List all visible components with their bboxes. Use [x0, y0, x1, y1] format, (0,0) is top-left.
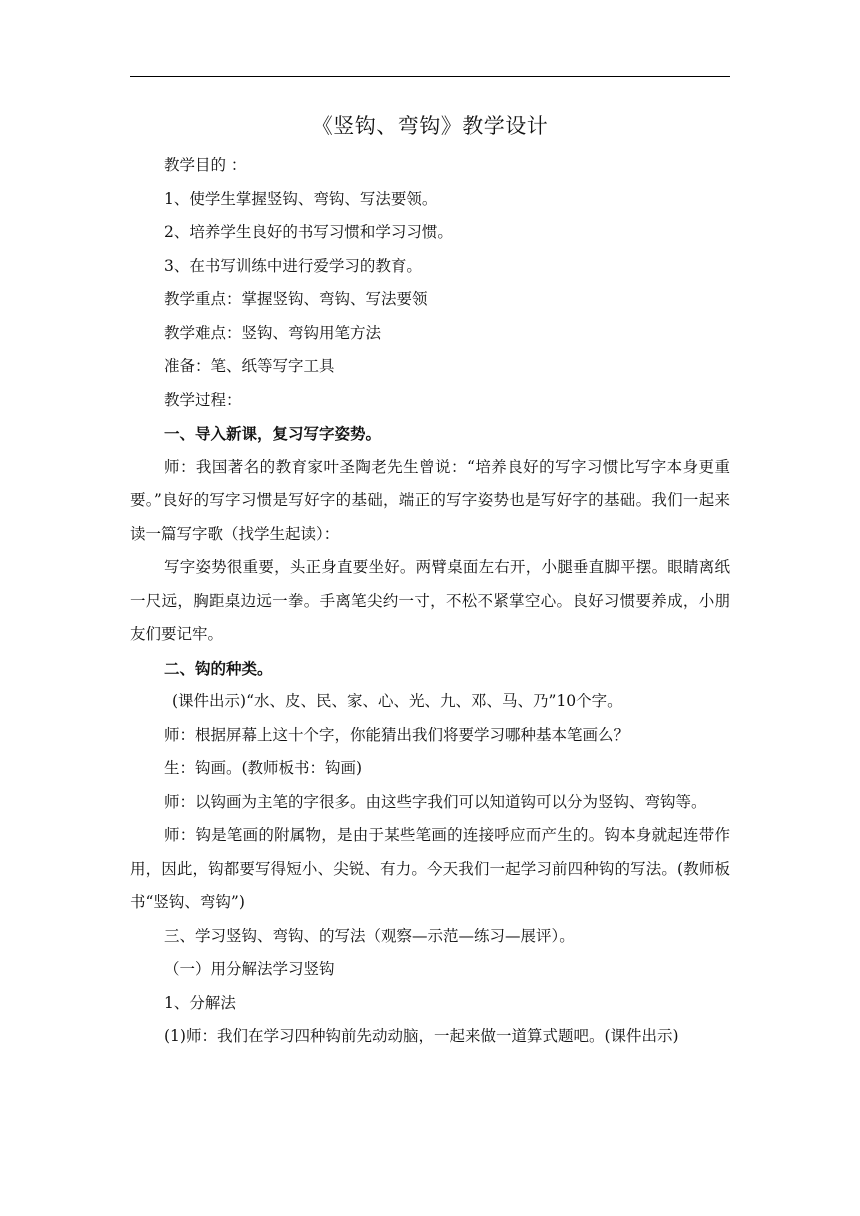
paragraph: 师：钩是笔画的附属物，是由于某些笔画的连接呼应而产生的。钩本身就起连带作用，因此，钩都要写得短小、尖锐、有力。今天我们一起学习前四种钩的写法。(教师板书“竖钩、弯钩”)	[130, 826, 730, 911]
paragraph: 写字姿势很重要，头正身直要坐好。两臂桌面左右开，小腿垂直脚平摆。眼睛离纸一尺远，胸距桌边远一拳。手离笔尖约一寸，不松不紧掌空心。良好习惯要养成，小朋友们要记牢。	[130, 558, 730, 643]
paragraph: 3、在书写训练中进行爱学习的教育。	[164, 256, 422, 275]
paragraph: (课件出示)“水、皮、民、家、心、光、九、邓、马、乃”10个字。	[172, 692, 623, 710]
paragraph: 三、学习竖钩、弯钩、的写法（观察—示范—练习—展评）。	[164, 926, 575, 945]
paragraph: （一）用分解法学习竖钩	[164, 960, 335, 978]
paragraph: (1)师：我们在学习四种钩前先动动脑，一起来做一道算式题吧。(课件出示)	[164, 1027, 679, 1045]
paragraph: 师：以钩画为主笔的字很多。由这些字我们可以知道钩可以分为竖钩、弯钩等。	[164, 792, 707, 811]
paragraph: 1、使学生掌握竖钩、弯钩、写法要领。	[164, 189, 438, 208]
paragraph: 教学目的 ：	[164, 156, 247, 174]
paragraph: 教学重点：掌握竖钩、弯钩、写法要领	[164, 290, 428, 308]
header-rule	[130, 76, 730, 77]
paragraph: 教学过程：	[164, 390, 242, 409]
document-title: 《竖钩、弯钩》教学设计	[311, 114, 549, 138]
section-heading: 一、导入新课，复习写字姿势。	[164, 424, 382, 443]
paragraph: 师：我国著名的教育家叶圣陶老先生曾说：“培养良好的写字习惯比写字本身更重要。”良好的写字习惯是写好字的基础，端正的写字姿势也是写好字的基础。我们一起来读一篇写字歌（找学生起读）：	[130, 457, 730, 543]
paragraph: 师：根据屏幕上这十个字，你能猜出我们将要学习哪种基本笔画么？	[164, 725, 630, 744]
document-body	[130, 149, 730, 1054]
paragraph: 1、分解法	[164, 993, 236, 1012]
paragraph: 2、培养学生良好的书写习惯和学习习惯。	[164, 223, 453, 241]
paragraph: 教学难点：竖钩、弯钩用笔方法	[164, 323, 382, 342]
paragraph: 准备：笔、纸等写字工具	[164, 357, 335, 375]
section-heading: 二、钩的种类。	[164, 658, 273, 678]
paragraph: 生：钩画。(教师板书：钩画)	[164, 759, 363, 777]
